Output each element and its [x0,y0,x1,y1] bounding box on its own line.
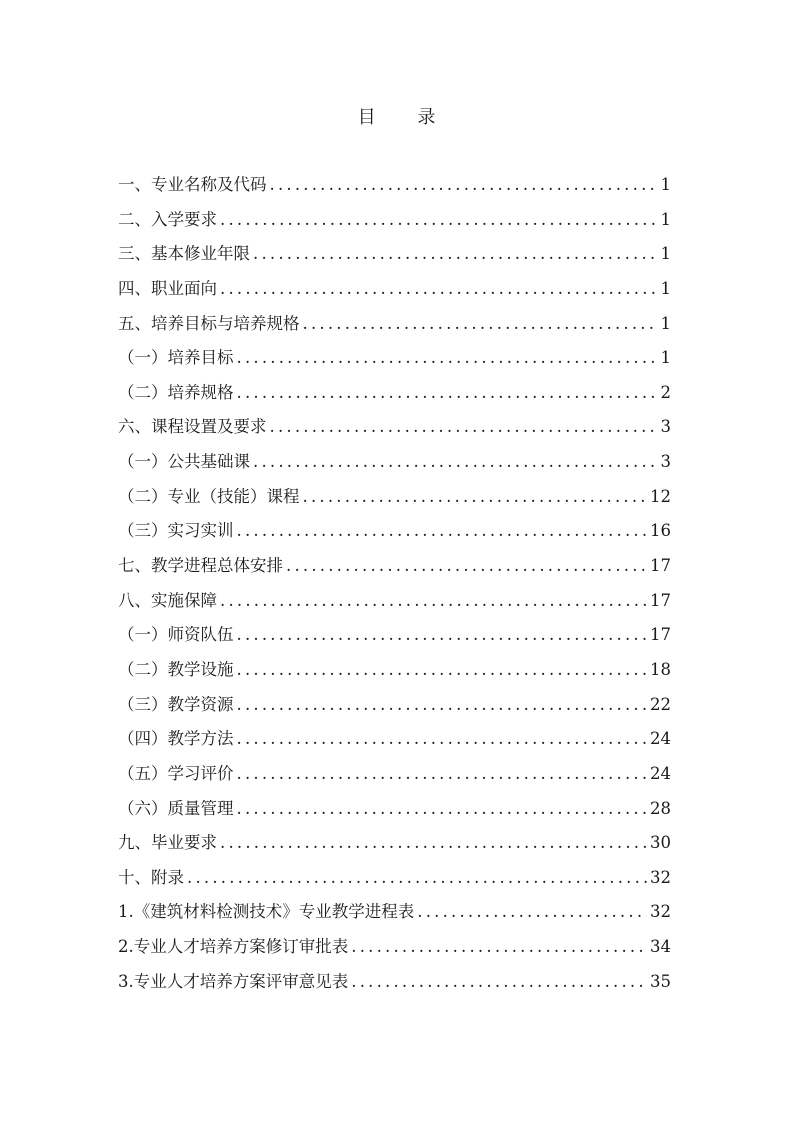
toc-entry-page-number: 16 [650,521,671,541]
toc-entry-page-number: 1 [660,244,671,264]
toc-entry-page-number: 3 [660,417,671,437]
toc-leader-dots [270,413,658,441]
toc-entry[interactable] [118,413,671,448]
toc-entry-page-number: 35 [650,971,671,991]
toc-leader-dots [237,517,648,545]
toc-leader-dots [303,483,648,511]
toc-entry-label: 六、课程设置及要求 [118,417,267,437]
toc-entry[interactable] [118,933,671,968]
toc-leader-dots [417,898,647,926]
toc-entry-label: （一）培养目标 [118,348,234,368]
toc-entry-label: 2.专业人才培养方案修订审批表 [118,937,349,957]
toc-entry[interactable] [118,240,671,275]
toc-entry-page-number: 24 [650,729,671,749]
toc-entry[interactable] [118,656,671,691]
toc-entry[interactable] [118,760,671,795]
toc-entry-page-number: 2 [660,382,671,402]
toc-leader-dots [237,379,658,407]
toc-entry-page-number: 1 [660,209,671,229]
toc-entry-label: （二）教学设施 [118,659,234,679]
toc-entry-label: 3.专业人才培养方案评审意见表 [118,971,349,991]
toc-entry-label: 四、职业面向 [118,278,217,298]
toc-entry-page-number: 18 [650,659,671,679]
toc-leader-dots [220,829,647,857]
toc-entry[interactable] [118,829,671,864]
toc-entry[interactable] [118,379,671,414]
toc-leader-dots [187,864,647,892]
toc-leader-dots [351,933,647,961]
toc-leader-dots [220,206,658,234]
toc-entry[interactable] [118,552,671,587]
toc-entry-page-number: 32 [650,867,671,887]
toc-entry[interactable] [118,483,671,518]
toc-entry[interactable] [118,795,671,830]
toc-leader-dots [237,725,648,753]
toc-entry[interactable] [118,898,671,933]
toc-entry-page-number: 30 [650,833,671,853]
toc-entry-label: （四）教学方法 [118,729,234,749]
toc-entry[interactable] [118,448,671,483]
toc-leader-dots [237,760,648,788]
toc-entry-label: 十、附录 [118,867,184,887]
toc-entry-label: （二）培养规格 [118,382,234,402]
toc-entry[interactable] [118,275,671,310]
toc-entry[interactable] [118,171,671,206]
toc-entry-page-number: 17 [650,556,671,576]
toc-entry-label: （二）专业（技能）课程 [118,486,300,506]
toc-entry[interactable] [118,691,671,726]
toc-entry-label: 九、毕业要求 [118,833,217,853]
toc-leader-dots [220,275,658,303]
toc-leader-dots [237,691,648,719]
toc-entry[interactable] [118,587,671,622]
toc-entry[interactable] [118,206,671,241]
toc-entry-page-number: 1 [660,278,671,298]
toc-leader-dots [220,587,647,615]
toc-entry[interactable] [118,621,671,656]
toc-entry-page-number: 12 [650,486,671,506]
toc-entry-label: （一）师资队伍 [118,625,234,645]
toc-entry[interactable] [118,310,671,345]
toc-leader-dots [237,795,648,823]
toc-leader-dots [253,448,658,476]
toc-entry-label: 五、培养目标与培养规格 [118,313,300,333]
toc-leader-dots [237,656,648,684]
toc-entry[interactable] [118,725,671,760]
toc-entry-page-number: 17 [650,590,671,610]
toc-leader-dots [286,552,647,580]
toc-entry[interactable] [118,517,671,552]
toc-entry-page-number: 34 [650,937,671,957]
toc-entry-label: （三）实习实训 [118,521,234,541]
toc-entry[interactable] [118,968,671,1003]
toc-entry-page-number: 1 [660,175,671,194]
toc-leader-dots [253,240,658,268]
toc-leader-dots [237,621,648,649]
toc-entry-label: 三、基本修业年限 [118,244,250,264]
table-of-contents [118,171,671,1002]
toc-leader-dots [237,344,658,372]
toc-entry-label: 八、实施保障 [118,590,217,610]
toc-leader-dots [270,171,658,199]
toc-entry-label: 1.《建筑材料检测技术》专业教学进程表 [118,902,415,922]
toc-entry-label: （五）学习评价 [118,763,234,783]
toc-entry-page-number: 17 [650,625,671,645]
toc-entry-page-number: 1 [660,313,671,333]
toc-entry-label: 二、入学要求 [118,209,217,229]
toc-entry-label: 一、专业名称及代码 [118,175,267,194]
toc-leader-dots [303,310,658,338]
toc-entry[interactable] [118,344,671,379]
toc-entry-label: （一）公共基础课 [118,452,250,472]
toc-title: 目 录 [357,107,454,128]
toc-entry-page-number: 32 [650,902,671,922]
toc-entry-page-number: 3 [660,452,671,472]
toc-entry-page-number: 1 [660,348,671,368]
toc-entry-page-number: 22 [650,694,671,714]
toc-entry-label: 七、教学进程总体安排 [118,556,283,576]
toc-leader-dots [351,968,647,996]
toc-entry-label: （六）质量管理 [118,798,234,818]
toc-entry-label: （三）教学资源 [118,694,234,714]
toc-entry[interactable] [118,864,671,899]
toc-entry-page-number: 24 [650,763,671,783]
toc-entry-page-number: 28 [650,798,671,818]
